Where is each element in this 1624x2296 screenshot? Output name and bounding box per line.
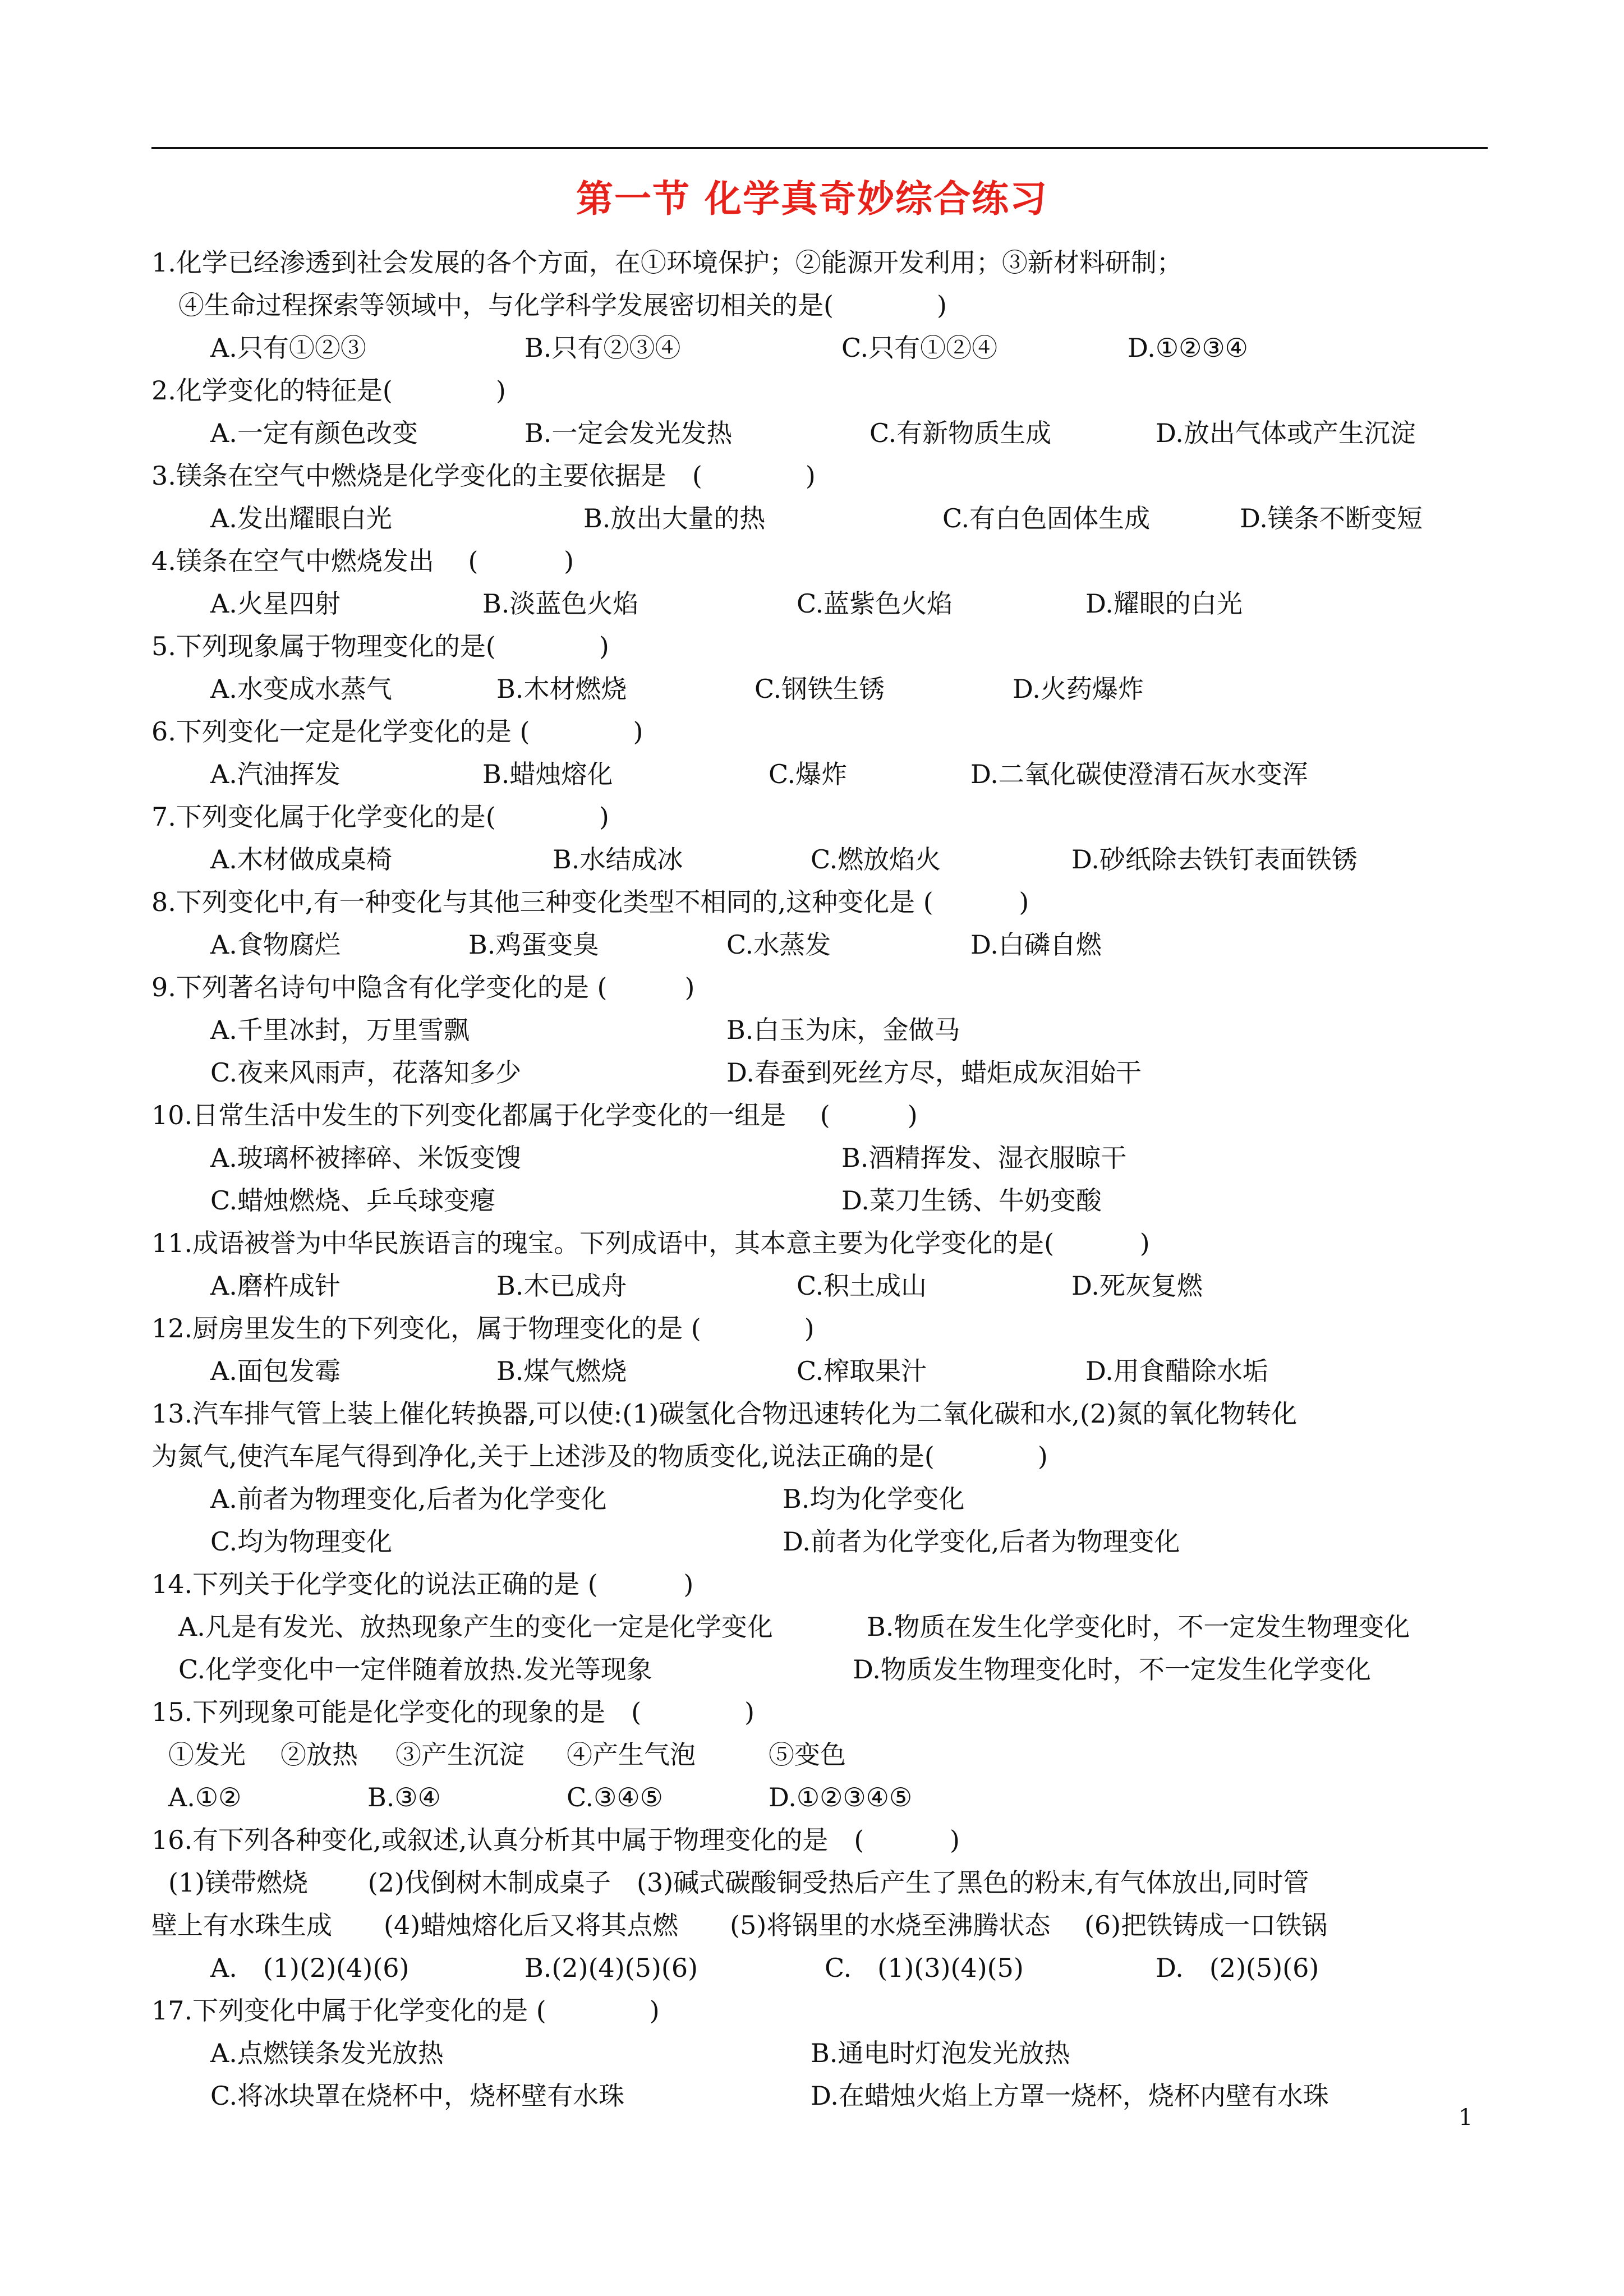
question-3-stem: 3.镁条在空气中燃烧是化学变化的主要依据是 ( ) (151, 461, 816, 491)
question-8-stem: 8.下列变化中,有一种变化与其他三种变化类型不相同的,这种变化是 ( ) (151, 887, 1029, 917)
question-8-option-d: D.白磷自燃 (970, 930, 1102, 960)
question-2-option-c: C.有新物质生成 (869, 418, 1052, 448)
question-1-option-a: A.只有①②③ (210, 333, 366, 363)
question-1-stem-continued: ④生命过程探索等领域中，与化学科学发展密切相关的是( ) (178, 290, 947, 320)
question-9-option-d: D.春蚕到死丝方尽，蜡炬成灰泪始干 (726, 1057, 1142, 1088)
question-7-option-d: D.砂纸除去铁钉表面铁锈 (1071, 844, 1358, 875)
question-8-option-b: B.鸡蛋变臭 (468, 930, 599, 960)
question-8-option-c: C.水蒸发 (726, 930, 831, 960)
question-13-option-d: D.前者为化学变化,后者为物理变化 (783, 1526, 1180, 1557)
question-5-option-b: B.木材燃烧 (496, 674, 627, 704)
question-15-option-d: D.①②③④⑤ (769, 1782, 913, 1812)
question-17-option-b: B.通电时灯泡发光放热 (811, 2038, 1070, 2068)
question-17-option-c: C.将冰块罩在烧杯中，烧杯壁有水珠 (210, 2081, 625, 2111)
question-2-option-b: B.一定会发光发热 (525, 418, 733, 448)
question-3-option-d: D.镁条不断变短 (1240, 503, 1423, 533)
question-3-option-c: C.有白色固体生成 (942, 503, 1151, 533)
question-16-stem: 16.有下列各种变化,或叙述,认真分析其中属于物理变化的是 ( ) (151, 1825, 960, 1855)
question-7-stem: 7.下列变化属于化学变化的是( ) (151, 802, 609, 832)
question-2-stem: 2.化学变化的特征是( ) (151, 375, 506, 406)
question-15-item-5: ⑤变色 (769, 1740, 846, 1770)
question-5-option-a: A.水变成水蒸气 (210, 674, 392, 704)
question-8-option-a: A.食物腐烂 (210, 930, 341, 960)
question-12-option-c: C.榨取果汁 (797, 1356, 927, 1386)
question-15-item-3: ③产生沉淀 (395, 1740, 525, 1770)
question-16-statements-continued: 壁上有水珠生成 (4)蜡烛熔化后又将其点燃 (5)将锅里的水烧至沸腾状态 (6)把铁铸成一口铁锅 (151, 1910, 1328, 1940)
question-11-option-b: B.木已成舟 (496, 1271, 627, 1301)
question-16-option-d: D. (2)(5)(6) (1156, 1953, 1319, 1983)
question-3-option-a: A.发出耀眼白光 (210, 503, 392, 533)
question-11-option-a: A.磨杵成针 (210, 1271, 341, 1301)
question-4-option-c: C.蓝紫色火焰 (797, 588, 953, 619)
question-13-option-c: C.均为物理变化 (210, 1526, 393, 1557)
question-7-option-a: A.木材做成桌椅 (210, 844, 392, 875)
question-4-option-d: D.耀眼的白光 (1085, 588, 1243, 619)
question-17-option-d: D.在蜡烛火焰上方罩一烧杯，烧杯内壁有水珠 (811, 2081, 1329, 2111)
question-17-stem: 17.下列变化中属于化学变化的是 ( ) (151, 1995, 660, 2026)
question-15-option-a: A.①② (168, 1782, 242, 1812)
question-13-option-a: A.前者为物理变化,后者为化学变化 (210, 1484, 607, 1514)
question-6-stem: 6.下列变化一定是化学变化的是 ( ) (151, 716, 643, 747)
header-rule (151, 147, 1488, 149)
question-16-option-a: A. (1)(2)(4)(6) (210, 1953, 410, 1983)
question-2-option-d: D.放出气体或产生沉淀 (1156, 418, 1416, 448)
question-1-option-b: B.只有②③④ (525, 333, 681, 363)
question-14-stem: 14.下列关于化学变化的说法正确的是 ( ) (151, 1569, 694, 1599)
question-15-item-2: ②放热 (280, 1740, 358, 1770)
question-1-stem: 1.化学已经渗透到社会发展的各个方面，在①环境保护；②能源开发利用；③新材料研制； (151, 247, 1183, 278)
question-15-option-b: B.③④ (367, 1782, 441, 1812)
question-11-stem: 11.成语被誉为中华民族语言的瑰宝。下列成语中，其本意主要为化学变化的是( ) (151, 1228, 1150, 1258)
question-16-option-c: C. (1)(3)(4)(5) (825, 1953, 1024, 1983)
question-12-option-a: A.面包发霉 (210, 1356, 341, 1386)
question-1-option-d: D.①②③④ (1128, 333, 1248, 363)
question-6-option-b: B.蜡烛熔化 (482, 759, 613, 789)
question-15-item-4: ④产生气泡 (567, 1740, 696, 1770)
question-9-stem: 9.下列著名诗句中隐含有化学变化的是 ( ) (151, 972, 695, 1002)
question-4-option-a: A.火星四射 (210, 588, 341, 619)
question-9-option-a: A.千里冰封，万里雪飘 (210, 1015, 470, 1045)
question-10-option-b: B.酒精挥发、湿衣服晾干 (841, 1143, 1127, 1173)
question-5-option-c: C.钢铁生锈 (755, 674, 885, 704)
question-7-option-c: C.燃放焰火 (811, 844, 941, 875)
question-9-option-b: B.白玉为床，金做马 (726, 1015, 960, 1045)
question-15-item-1: ①发光 (168, 1740, 246, 1770)
question-4-stem: 4.镁条在空气中燃烧发出 ( ) (151, 546, 574, 576)
question-14-option-b: B.物质在发生化学变化时，不一定发生物理变化 (867, 1612, 1410, 1642)
question-12-stem: 12.厨房里发生的下列变化，属于物理变化的是 ( ) (151, 1313, 815, 1343)
question-17-option-a: A.点燃镁条发光放热 (210, 2038, 444, 2068)
question-11-option-c: C.积土成山 (797, 1271, 927, 1301)
question-14-option-c: C.化学变化中一定伴随着放热.发光等现象 (178, 1654, 652, 1685)
page-number: 1 (1459, 2105, 1473, 2131)
question-1-option-c: C.只有①②④ (841, 333, 998, 363)
question-16-statements: (1)镁带燃烧 (2)伐倒树木制成桌子 (3)碱式碳酸铜受热后产生了黑色的粉末,有气体放出,同时管 (168, 1867, 1309, 1898)
question-14-option-d: D.物质发生物理变化时，不一定发生化学变化 (853, 1654, 1371, 1685)
page-title: 第一节 化学真奇妙综合练习 (576, 177, 1048, 220)
question-13-stem-continued: 为氮气,使汽车尾气得到净化,关于上述涉及的物质变化,说法正确的是( ) (151, 1441, 1048, 1471)
question-2-option-a: A.一定有颜色改变 (210, 418, 418, 448)
question-5-option-d: D.火药爆炸 (1013, 674, 1144, 704)
question-7-option-b: B.水结成冰 (553, 844, 683, 875)
question-16-option-b: B.(2)(4)(5)(6) (525, 1953, 698, 1983)
question-10-option-a: A.玻璃杯被摔碎、米饭变馊 (210, 1143, 521, 1173)
question-13-stem: 13.汽车排气管上装上催化转换器,可以使:(1)碳氢化合物迅速转化为二氧化碳和水,(2)氮的氧化物转化 (151, 1398, 1298, 1429)
question-6-option-a: A.汽油挥发 (210, 759, 341, 789)
question-12-option-d: D.用食醋除水垢 (1085, 1356, 1268, 1386)
question-9-option-c: C.夜来风雨声，花落知多少 (210, 1057, 522, 1088)
question-6-option-c: C.爆炸 (769, 759, 848, 789)
question-10-stem: 10.日常生活中发生的下列变化都属于化学变化的一组是 ( ) (151, 1100, 918, 1130)
question-10-option-d: D.菜刀生锈、牛奶变酸 (841, 1185, 1102, 1216)
question-3-option-b: B.放出大量的热 (583, 503, 766, 533)
question-15-stem: 15.下列现象可能是化学变化的现象的是 ( ) (151, 1697, 755, 1727)
question-11-option-d: D.死灰复燃 (1071, 1271, 1203, 1301)
question-5-stem: 5.下列现象属于物理变化的是( ) (151, 631, 609, 661)
question-10-option-c: C.蜡烛燃烧、乒乓球变瘪 (210, 1185, 496, 1216)
question-4-option-b: B.淡蓝色火焰 (482, 588, 639, 619)
question-13-option-b: B.均为化学变化 (783, 1484, 965, 1514)
question-6-option-d: D.二氧化碳使澄清石灰水变浑 (970, 759, 1308, 789)
question-12-option-b: B.煤气燃烧 (496, 1356, 627, 1386)
question-15-option-c: C.③④⑤ (567, 1782, 663, 1812)
question-14-option-a: A.凡是有发光、放热现象产生的变化一定是化学变化 (178, 1612, 773, 1642)
